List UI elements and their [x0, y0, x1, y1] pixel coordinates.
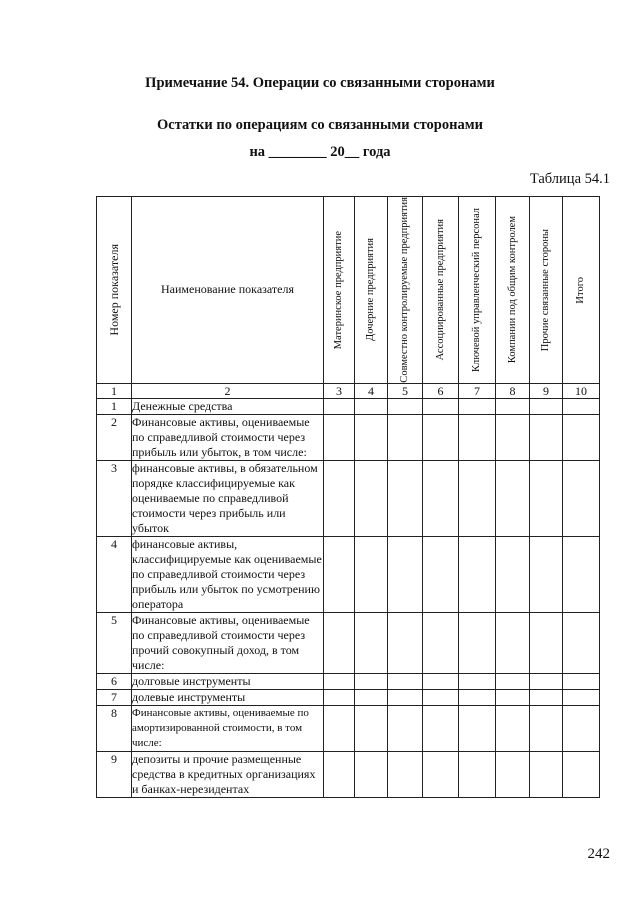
row-number: 7: [97, 689, 132, 705]
row-name: долевые инструменты: [132, 689, 324, 705]
header-key-personnel: Ключевой управленческий персонал: [459, 197, 496, 384]
table-row: [97, 536, 600, 612]
col-number: 10: [563, 383, 600, 398]
header-name: Наименование показателя: [132, 197, 324, 384]
table-row: [97, 460, 600, 536]
table-row: [97, 612, 600, 673]
row-number: 6: [97, 673, 132, 689]
header-number: Номер показателя: [97, 197, 132, 384]
note-title: Примечание 54. Операции со связанными сторонами: [145, 75, 495, 91]
table-row: [97, 398, 600, 414]
header-total: Итого: [563, 197, 600, 384]
table-row: [97, 751, 600, 797]
row-name: депозиты и прочие размещенные средства в кредитных организациях и банках-нерезидентах: [132, 751, 324, 797]
table-row: [97, 689, 600, 705]
table-subtitle: Остатки по операциям со связанными сторонами: [157, 117, 483, 133]
col-number: 7: [459, 383, 496, 398]
table-label: Таблица 54.1: [529, 171, 610, 187]
row-number: 2: [97, 414, 132, 460]
header-parent: Материнское предприятие: [324, 197, 355, 384]
col-number: 6: [423, 383, 459, 398]
row-name: Финансовые активы, оцениваемые по справедливой стоимости через прочий совокупный доход, в том числе:: [132, 612, 324, 673]
header-other-related: Прочие связанные стороны: [530, 197, 563, 384]
row-number: 9: [97, 751, 132, 797]
col-number: 2: [132, 383, 324, 398]
header-common-control: Компании под общим контролем: [496, 197, 530, 384]
row-name: долговые инструменты: [132, 673, 324, 689]
row-name: Финансовые активы, оцениваемые по амортизированной стоимости, в том числе:: [132, 705, 324, 751]
table-row: [97, 414, 600, 460]
row-name: финансовые активы, классифицируемые как оцениваемые по справедливой стоимости через прибыль или убыток по усмотрению оператора: [132, 536, 322, 611]
related-parties-table: [96, 196, 600, 798]
page-number: 242: [587, 846, 610, 862]
row-number: 5: [97, 612, 132, 673]
row-name: финансовые активы, в обязательном порядке классифицируемые как оцениваемые по справедливой стоимости через прибыль или убыток: [132, 460, 324, 536]
header-subsidiaries: Дочерние предприятия: [355, 197, 388, 384]
header-joint-ventures: Совместно контролируемые предприятия: [388, 197, 423, 384]
date-line: на ________ 20__ года: [249, 144, 391, 160]
col-number: 8: [496, 383, 530, 398]
table-row: [97, 705, 600, 751]
row-number: 4: [97, 536, 132, 612]
row-name: Финансовые активы, оцениваемые по справедливой стоимости через прибыль или убыток, в том числе:: [132, 414, 324, 460]
col-number: 4: [355, 383, 388, 398]
col-number: 9: [530, 383, 563, 398]
header-row: [97, 197, 600, 384]
header-associates: Ассоциированные предприятия: [423, 197, 459, 384]
row-number: 8: [97, 705, 132, 751]
col-number: 1: [97, 383, 132, 398]
column-number-row: [97, 383, 600, 398]
row-number: 1: [97, 398, 132, 414]
table-row: [97, 673, 600, 689]
col-number: 3: [324, 383, 355, 398]
col-number: 5: [388, 383, 423, 398]
row-name: Денежные средства: [132, 398, 324, 414]
row-number: 3: [97, 460, 132, 536]
